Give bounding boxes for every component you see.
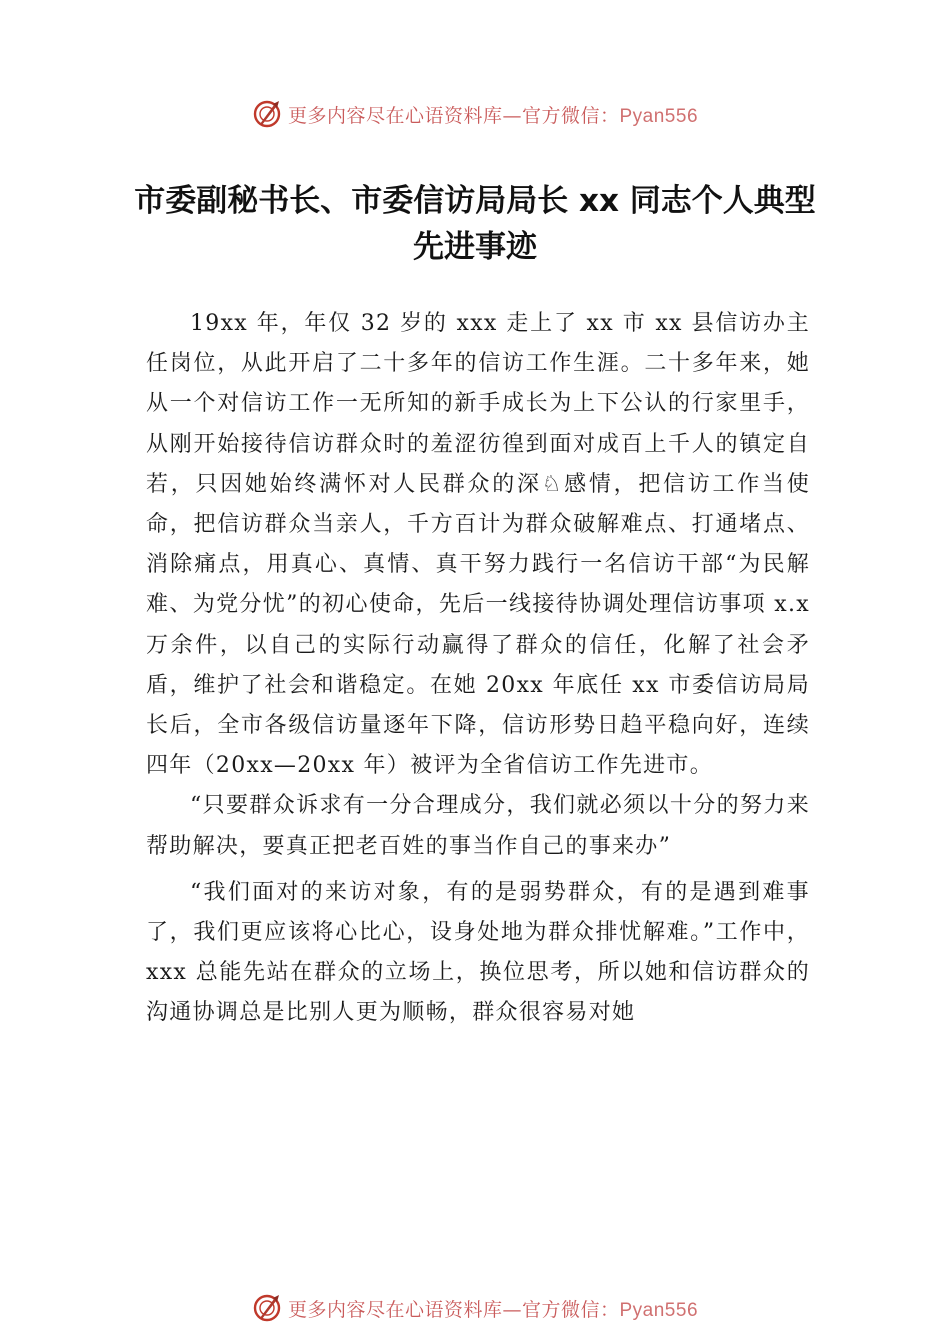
banner-text: [288, 1295, 698, 1322]
document-body: [146, 304, 810, 1034]
banner-text-cn: 更多内容尽在心语资料库—官方微信：: [287, 104, 620, 127]
body-paragraph: 19xx 年，年仅 32 岁的 xxx 走上了 xx 市 xx 县信访办主任岗位，从此开启了二十多年的信访工作生涯。二十多年来，她从一个对信访工作一无所知的新手成长为上下公认的行家里手，从刚开始接待信访群众时的羞涩彷徨到面对成百上千人的镇定自若，只因她始终满怀对人民群众的深♘感情，把信访工作当使命，把信访群众当亲人，千方百计为群众破解难点、打通堵点、消除痛点，用真心、真情、真干努力践行一名信访干部“为民解难、为党分忧”的初心使命，先后一线接待协调处理信访事项 x.x 万余件，以自己的实际行动赢得了群众的信任，化解了社会矛盾，维护了社会和谐稳定。在她 20xx 年底任 xx 市委信访局局长后，全市各级信访量逐年下降，信访形势日趋平稳向好，连续四年（20xx—20xx 年）被评为全省信访工作先进市。: [146, 311, 810, 779]
quill-seal-icon: [252, 1293, 282, 1323]
quill-seal-icon: [252, 99, 282, 129]
banner-wechat-id: Pyan556: [619, 1299, 699, 1321]
banner-text-cn: 更多内容尽在心语资料库—官方微信：: [287, 1298, 620, 1321]
document-title: 市委副秘书长、市委信访局局长 xx 同志个人典型先进事迹: [134, 183, 816, 265]
banner-text: [288, 101, 698, 128]
header-banner: [0, 94, 950, 134]
quote-paragraph: “只要群众诉求有一分合理成分，我们就必须以十分的努力来帮助解决，要真正把老百姓的事当作自己的事来办”: [146, 793, 810, 859]
body-paragraph: “我们面对的来访对象，有的是弱势群众，有的是遇到难事了，我们更应该将心比心，设身处地为群众排忧解难。”工作中，xxx 总能先站在群众的立场上，换位思考，所以她和信访群众的沟通协调总是比别人更为顺畅，群众很容易对她: [146, 879, 810, 1026]
banner-wechat-id: Pyan556: [619, 105, 699, 127]
footer-banner: [0, 1288, 950, 1328]
